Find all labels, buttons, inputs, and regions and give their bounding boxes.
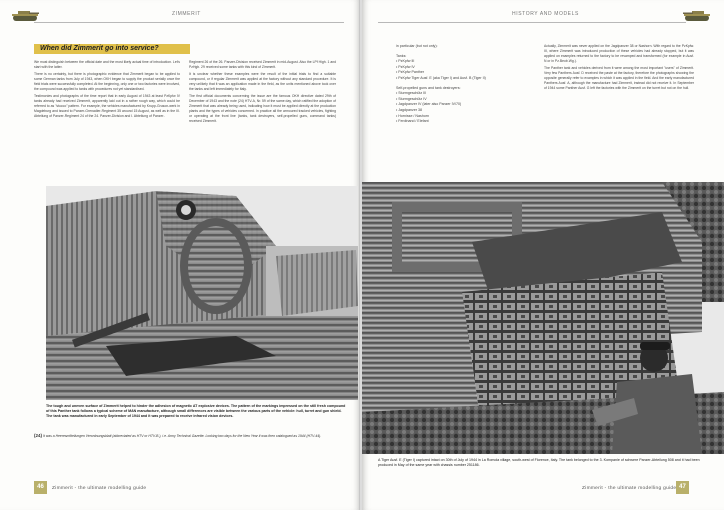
paragraph: Actually, Zimmerit was never applied on the Jagdpanzer 38 or Nashorn. With regard to the PzKpfw. III, where Zimmerit was introduced production of these vehicles had already stopped, but it was applied on examples returned to the factory to be revamped and transformed (for example in Ausf. N or in Pz.Beob.Wg.). [544,44,694,63]
header-rule [378,22,686,23]
paragraph: There is no certainty, but there is photographic evidence that Zimmerit began to be applied to some German tanks from July of 1943, when OKH began to supply the product serially once the field trials were successfully completed. At the beginning, only one or two factories were involved, the compound was applied to tanks with procedures not yet standardised. [34,72,180,92]
section-title: When did Zimmerit go into service? [34,44,190,54]
tank-icon [682,6,712,24]
footer-title: Zimmerit - the ultimate modelling guide [52,486,147,491]
tank-icon [10,6,40,24]
list-item: • Jagdpanzer IV (later also Panzer IV/70) [396,102,462,107]
list-item: • PzKpfw Panther [396,70,425,75]
list-item: • Hornisse / Nashorn [396,113,430,118]
list-heading: Self-propelled guns and tank destroyers: [396,85,461,90]
footnote-number: (24) [34,433,43,438]
paragraph: It is unclear whether these examples were the result of the initial trials to find a suitable compound, or if regular Zimmerit was applied at the factory without any standard procedure. It is very unlikely that it was an application made in the field, as the units mentioned above took over the tanks and left immediately for Italy. [189,72,336,92]
running-head: ZIMMERIT [172,11,201,17]
vehicle-lists [396,44,542,125]
photo-caption: The tough and uneven surface of Zimmerit helped to hinder the adhesion of magnetic AT explosive devices. The pattern of the markings impressed on the still fresh compound of this Panther tank follows a typical scheme of MAN manufacture, although small differences are visible between the various parts of the vehicle: hull, turret and gun shield. The tank was manufactured in early September of 1944 and it was prepared to receive infrared vision devices. [46,404,346,418]
body-column-2 [544,44,694,93]
paragraph: The first official documents concerning the issue are the famous OKH directive dated 29th of December of 1943 and the note (24) HTV-A, Nr. 59 of the same day, which ratified the adoption of Zimmerit that was already being used, indicating how it must be applied directly at the production plants and the types of vehicles concerned. In practice all the armoured tracked vehicles, fighting or operating at the front line (tanks, tank destroyers, self-propelled guns, command tanks) received Zimmerit. [189,94,336,123]
page-number: 47 [676,481,689,494]
footnote-text: It was a Heeresmitteilungen Verordnungsblatt (abbreviated as HTV or HTV-B.), i.e. Army Technical Gazette. Looking two days for the New Year it was then catalogued as 1944 (HTV-44). [42,434,322,438]
left-page [0,0,360,510]
page-number: 46 [34,481,47,494]
list-item: • PzKpfw IV [396,64,415,69]
paragraph: We must distinguish between the official date and the most likely actual time of introduction. Let's start with the latter. [34,60,180,69]
body-column-2 [189,60,336,126]
list-heading: Tanks: [396,53,407,58]
running-head: HISTORY AND MODELS [512,11,579,17]
right-page [362,0,724,510]
footer-title: Zimmerit - the ultimate modelling guide [582,486,677,491]
panther-photo [46,186,358,400]
header-rule [34,22,344,23]
list-item: • Ferdinand / Elefant [396,119,429,124]
list-item: • PzKpfw Tiger Ausf. E (aka Tiger I) and Ausf. B (Tiger II) [396,75,486,80]
body-column-1 [34,60,180,121]
paragraph: Regiment 26 of the 26. Panzer-Division received Zimmerit in mid-August. Also the LPf High. 1 and PzHgb. 29 received some tanks with this kind of Zimmerit. [189,60,336,69]
tiger-photo [362,182,724,454]
list-item: • PzKpfw III [396,59,415,64]
list-item: • Sturmgeschütz III [396,91,427,96]
list-item: • Jagdpanzer 38 [396,107,423,112]
paragraph: The Panther tank and vehicles derived from it were among the most important "users" of Zimmerit. Very few Panthers Ausf. D received the paste at the factory, therefore the photographs showing the opposite generally refer to examples in which it was applied in the field. And the early manufactured Panthers Ausf. A, although the manufacture had Zimmerit, instead did not receive it. In September of 1944 some Panther Ausf. G left the factories with the Zimmerit on the turret but not on the hull. [544,66,694,90]
paragraph: Testimonies and photographs of the time report that in early August of 1943 at least PzKpfw IV tanks already had received Zimmerit, apparently laid out in a rather rough way, which could be referred to as "stucco" pattern. For example, the vehicles manufactured by Krupp-Gruson-werk in Magdeburg and issued to Panzer-Grenadier-Regiment 35 around 15 August, as well as in the III. Abteilung of Panzer-Regiment 24 of the 24. Panzer-Division and I. Abteilung of Panzer- [34,94,180,119]
list-item: • Sturmgeschütz IV [396,96,427,101]
list-intro: in particular (but not only): [396,44,438,48]
footnote [34,434,344,439]
photo-caption: A Tiger Ausf. E (Tiger I) captured intact on 30th of July of 1944 in La Romola village, south-west of Florence, Italy. The tank belonged to the 3. Kompanie of schwere Panzer-Abteilung 508 and it had been produced in May of the same year with chassis number 251186. [378,458,700,467]
